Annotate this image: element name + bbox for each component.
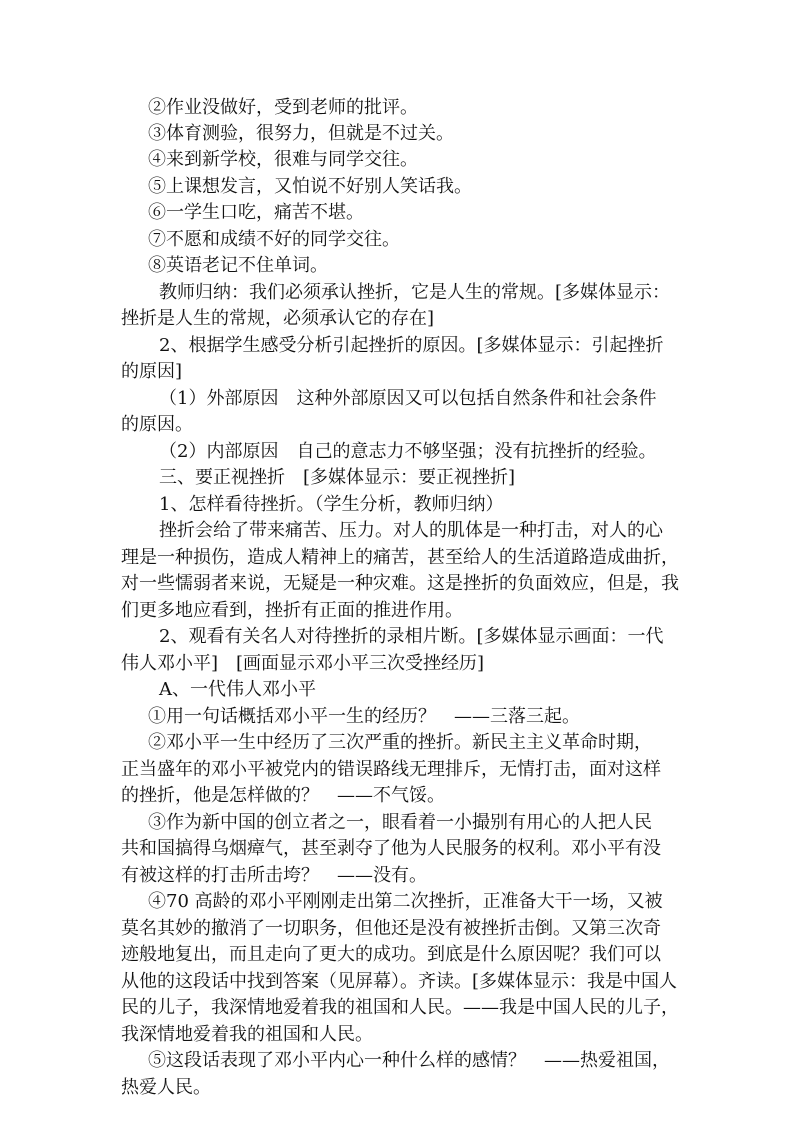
text-line: ⑦不愿和成绩不好的同学交往。 [148,229,400,250]
text-line: 的原因。 [121,414,193,435]
text-line: ④70 高龄的邓小平刚刚走出第二次挫折，正准备大干一场，又被 [148,891,663,912]
text-line: 挫折会给了带来痛苦、压力。对人的肌体是一种打击，对人的心 [159,520,663,541]
text-line: 迹般地复出，而且走向了更大的成功。到底是什么原因呢？我们可以 [121,944,661,965]
text-line: 共和国搞得乌烟瘴气，甚至剥夺了他为人民服务的权利。邓小平有没 [121,838,661,859]
text-line: 民的儿子，我深情地爱着我的祖国和人民。——我是中国人民的儿子， [121,997,679,1018]
text-line: 莫名其妙的撤消了一切职务，但他还是没有被挫折击倒。又第三次奇 [121,918,661,939]
text-line: 伟人邓小平] [画面显示邓小平三次受挫经历] [121,653,485,674]
text-line: ⑧英语老记不住单词。 [148,255,328,276]
text-line: 挫折是人生的常规，必须承认它的存在] [121,308,435,329]
text-line: ⑤上课想发言，又怕说不好别人笑话我。 [148,176,472,197]
text-line: 有被这样的打击所击垮？ ——没有。 [121,865,427,886]
text-line: 教师归纳：我们必须承认挫折，它是人生的常规。[多媒体显示： [159,282,671,303]
text-line: 的原因] [121,361,183,382]
text-line: A、一代伟人邓小平 [159,679,316,700]
text-line: 三、要正视挫折 [多媒体显示：要正视挫折] [159,467,516,488]
text-line: 热爱人民。 [121,1077,211,1098]
text-line: 理是一种损伤，造成人精神上的痛苦，甚至给人的生活道路造成曲折， [121,547,679,568]
text-line: 1、怎样看待挫折。（学生分析，教师归纳） [159,494,504,515]
text-line: （1）外部原因 这种外部原因又可以包括自然条件和社会条件 [159,388,657,409]
text-line: ③体育测验，很努力，但就是不过关。 [148,123,454,144]
text-line: 的挫折，他是怎样做的？ ——不气馁。 [121,785,445,806]
text-line: ①用一句话概括邓小平一生的经历？ ——三落三起。 [148,706,580,727]
text-line: 2、观看有关名人对待挫折的录相片断。[多媒体显示画面：一代 [159,626,664,647]
text-line: ④来到新学校，很难与同学交往。 [148,149,418,170]
text-line: 们更多地应看到，挫折有正面的推进作用。 [121,600,463,621]
text-line: 从他的这段话中找到答案（见屏幕）。齐读。[多媒体显示：我是中国人 [121,971,678,992]
text-line: ⑥一学生口吃，痛苦不堪。 [148,202,364,223]
text-line: 2、根据学生感受分析引起挫折的原因。[多媒体显示：引起挫折 [159,335,664,356]
text-line: （2）内部原因 自己的意志力不够坚强；没有抗挫折的经验。 [159,441,657,462]
text-line: 我深情地爱着我的祖国和人民。 [121,1024,373,1045]
text-line: 对一些懦弱者来说，无疑是一种灾难。这是挫折的负面效应，但是，我 [121,573,679,594]
text-line: ②邓小平一生中经历了三次严重的挫折。新民主主义革命时期， [148,732,652,753]
text-line: 正当盛年的邓小平被党内的错误路线无理排斥，无情打击，面对这样 [121,759,661,780]
text-line: ⑤这段话表现了邓小平内心一种什么样的感情？ ——热爱祖国， [148,1050,670,1071]
text-line: ②作业没做好，受到老师的批评。 [148,97,418,118]
text-line: ③作为新中国的创立者之一，眼看着一小撮别有用心的人把人民 [148,812,652,833]
